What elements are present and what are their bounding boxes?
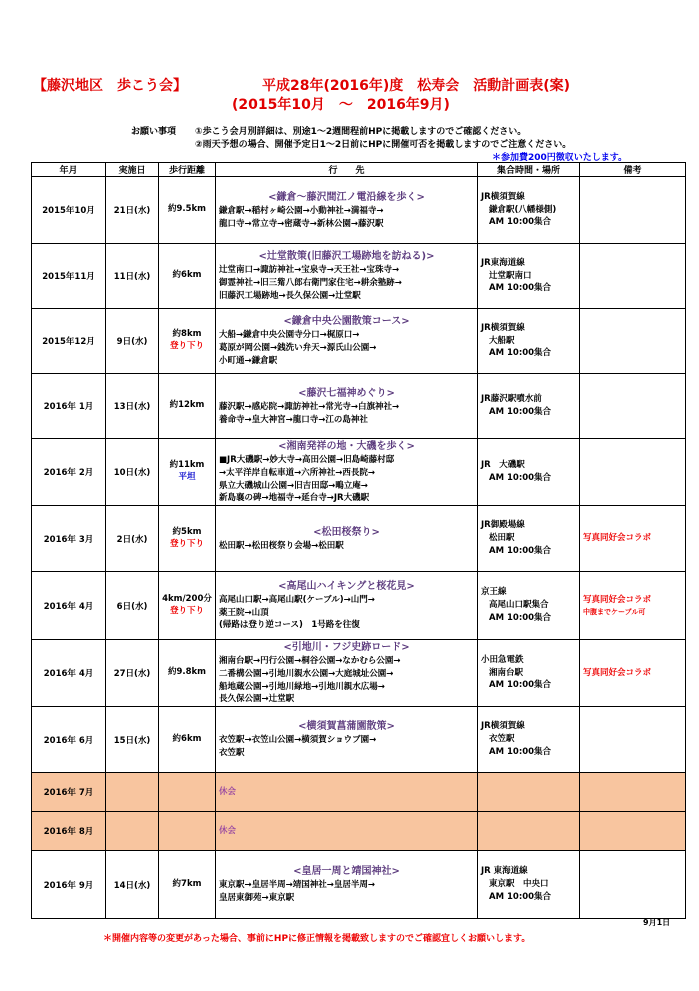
- distance-value: 約9.8km: [167, 667, 207, 678]
- day-cell: 2日(水): [106, 506, 159, 572]
- distance-cell: [159, 640, 216, 707]
- table-row: [32, 506, 686, 572]
- course-title: <皇居一周と靖国神社>: [293, 866, 400, 878]
- route-line: 長久保公園→辻堂駅: [219, 694, 295, 705]
- table-row: [32, 812, 686, 851]
- month-cell: 2016年 1月: [32, 374, 106, 439]
- meeting-line: AM 10:00集合: [489, 891, 552, 902]
- route-line: 東京駅→皇居半周→靖国神社→皇居半周→: [219, 880, 375, 891]
- route-line: 二番構公園→引地川親水公園→大庭城址公園→: [219, 668, 394, 679]
- distance-value: 約7km: [172, 878, 202, 889]
- route-line: 辻堂南口→諏訪神社→宝泉寺→天王社→宝珠寺→: [219, 265, 400, 276]
- month-cell: 2016年 2月: [32, 439, 106, 506]
- distance-note: 登り下り: [169, 341, 204, 351]
- course-title: <横須賀菖蒲園散策>: [298, 721, 395, 733]
- route-line: 松田駅→松田桜祭り会場→松田駅: [219, 540, 344, 551]
- day-cell: [106, 812, 159, 851]
- distance-note: 平坦: [178, 472, 196, 482]
- destination-cell: [216, 851, 478, 919]
- table-row: [32, 439, 686, 506]
- month-cell: 2016年 9月: [32, 851, 106, 919]
- notice-label: お願い事項: [131, 127, 177, 137]
- day-cell: 27日(水): [106, 640, 159, 707]
- destination-cell: [216, 244, 478, 309]
- distance-value: 約8km: [172, 329, 202, 340]
- remarks-cell: [580, 851, 686, 919]
- remarks-cell: [580, 374, 686, 439]
- meeting-line: AM 10:00集合: [489, 680, 552, 691]
- table-header-row: [32, 163, 686, 177]
- meeting-line: 大船駅: [489, 335, 515, 346]
- route-line: 養命寺→皇大神宮→龍口寺→江の島神社: [219, 414, 368, 425]
- distance-cell: [159, 572, 216, 640]
- route-line: 小町通→鎌倉駅: [219, 355, 278, 366]
- distance-cell: [159, 851, 216, 919]
- date-stamp: 9月1日: [643, 918, 671, 927]
- meeting-line: JR御殿場線: [481, 520, 525, 531]
- route-line: 船地蔵公園→引地川緑地→引地川親水広場→: [219, 681, 385, 692]
- meeting-line: AM 10:00集合: [489, 612, 552, 623]
- destination-cell: [216, 572, 478, 640]
- column-header-meeting: 集合時間・場所: [478, 163, 580, 177]
- remarks-cell: [580, 309, 686, 374]
- meeting-line: 小田急電鉄: [481, 654, 524, 665]
- remarks-cell: [580, 439, 686, 506]
- route-line: ■JR大磯駅→妙大寺→高田公園→旧島崎藤村邸: [219, 455, 395, 465]
- distance-value: 約12km: [169, 400, 205, 411]
- meeting-line: 松田駅: [489, 533, 515, 544]
- meeting-line: AM 10:00集合: [489, 283, 552, 294]
- remark-line: 写真同好会コラボ: [583, 667, 652, 678]
- remarks-cell: [580, 640, 686, 707]
- destination-cell: [216, 506, 478, 572]
- rest-label: 休会: [219, 786, 237, 797]
- distance-value: 4km/200分: [162, 593, 212, 604]
- column-header-destination: 行 先: [216, 163, 478, 177]
- distance-cell: [159, 773, 216, 812]
- distance-cell: [159, 812, 216, 851]
- meeting-cell: [478, 309, 580, 374]
- rest-label: 休会: [219, 825, 237, 836]
- table-row: [32, 851, 686, 919]
- route-line: 御霊神社→旧三觜八郎右衛門家住宅→耕余塾跡→: [219, 278, 402, 289]
- meeting-line: 衣笠駅: [489, 734, 515, 745]
- destination-cell: [216, 439, 478, 506]
- course-title: <湘南発祥の地・大磯を歩く>: [278, 441, 415, 452]
- meeting-line: AM 10:00集合: [489, 746, 552, 757]
- meeting-line: AM 10:00集合: [489, 348, 552, 359]
- footer-note: ＊開催内容等の変更があった場合、事前にHPに修正情報を掲載致しますのでご確認宜しくお願いします。: [103, 934, 531, 944]
- remarks-cell: [580, 812, 686, 851]
- distance-cell: [159, 506, 216, 572]
- route-line: 葛原が岡公園→銭洗い弁天→源氏山公園→: [219, 343, 377, 354]
- course-title: <松田桜祭り>: [313, 526, 380, 538]
- day-cell: 9日(水): [106, 309, 159, 374]
- distance-value: 約5km: [172, 526, 202, 537]
- route-line: 皇居東御苑→東京駅: [219, 893, 295, 903]
- table-row: [32, 773, 686, 812]
- distance-cell: [159, 309, 216, 374]
- month-cell: 2016年 6月: [32, 707, 106, 773]
- remarks-cell: [580, 244, 686, 309]
- column-header-month: 年月: [32, 163, 106, 177]
- course-title: <藤沢七福神めぐり>: [298, 387, 395, 399]
- column-header-day: 実施日: [106, 163, 159, 177]
- meeting-line: AM 10:00集合: [489, 217, 552, 228]
- meeting-cell: [478, 812, 580, 851]
- month-cell: 2016年 4月: [32, 572, 106, 640]
- column-header-remarks: 備考: [580, 163, 686, 177]
- route-line: 旧藤沢工場跡地→長久保公園→辻堂駅: [219, 290, 361, 301]
- distance-note: 登り下り: [169, 538, 204, 549]
- meeting-line: AM 10:00集合: [489, 473, 552, 483]
- course-title: <辻堂散策(旧藤沢工場跡地を訪ねる)>: [258, 251, 435, 263]
- notice-line-1: ①歩こう会月別詳細は、別途1～2週間程前HPに掲載しますのでご確認ください。: [195, 127, 527, 137]
- meeting-line: JR横須賀線: [481, 191, 525, 202]
- route-line: 藤沢駅→感応院→諏訪神社→常光寺→白旗神社→: [219, 401, 400, 412]
- meeting-line: JR横須賀線: [481, 322, 525, 333]
- route-line: 高尾山口駅→高尾山駅(ケーブル)→山門→: [219, 594, 375, 605]
- fee-note: ＊参加費200円徴収いたします。: [492, 153, 628, 163]
- table-row: [32, 244, 686, 309]
- activity-schedule-table: [31, 162, 686, 919]
- meeting-line: 京王線: [481, 587, 507, 598]
- table-row: [32, 707, 686, 773]
- page-title: 平成28年(2016年)度 松寿会 活動計画表(案): [262, 78, 571, 94]
- meeting-cell: [478, 572, 580, 640]
- distance-value: 約11km: [169, 460, 205, 471]
- route-line: 県立大磯城山公園→旧吉田邸→鴫立庵→: [219, 480, 368, 491]
- meeting-cell: [478, 177, 580, 244]
- meeting-line: JR東海道線: [481, 257, 525, 268]
- meeting-line: JR 大磯駅: [481, 460, 525, 471]
- meeting-line: 辻堂駅南口: [489, 270, 532, 281]
- course-title: <鎌倉～藤沢間江ノ電沿線を歩く>: [268, 191, 425, 203]
- month-cell: 2015年10月: [32, 177, 106, 244]
- destination-cell: [216, 177, 478, 244]
- day-cell: 21日(水): [106, 177, 159, 244]
- month-cell: 2015年11月: [32, 244, 106, 309]
- destination-cell: [216, 773, 478, 812]
- distance-value: 約6km: [172, 270, 202, 281]
- day-cell: 10日(水): [106, 439, 159, 506]
- meeting-cell: [478, 374, 580, 439]
- route-line: 湘南台駅→円行公園→桐谷公園→なかむら公園→: [219, 656, 401, 666]
- route-line: 衣笠駅→衣笠山公園→横須賀ショウブ園→: [219, 735, 377, 746]
- meeting-line: JR横須賀線: [481, 721, 525, 732]
- month-cell: 2016年 4月: [32, 640, 106, 707]
- meeting-line: AM 10:00集合: [489, 407, 552, 417]
- remark-line: 写真同好会コラボ: [583, 594, 652, 605]
- meeting-cell: [478, 506, 580, 572]
- meeting-line: JR藤沢駅噴水前: [481, 394, 542, 405]
- remarks-cell: [580, 773, 686, 812]
- route-line: 新島襄の碑→地福寺→延台寺→JR大磯駅: [219, 493, 370, 504]
- period-subtitle: (2015年10月 ～ 2016年9月): [232, 97, 450, 113]
- month-cell: 2016年 3月: [32, 506, 106, 572]
- route-line: 衣笠駅: [219, 748, 245, 758]
- distance-note: 登り下り: [169, 605, 204, 616]
- table-row: [32, 309, 686, 374]
- meeting-line: 東京駅 中央口: [489, 879, 549, 890]
- course-title: <高尾山ハイキングと桜花見>: [278, 580, 415, 592]
- day-cell: 6日(水): [106, 572, 159, 640]
- day-cell: 14日(水): [106, 851, 159, 919]
- destination-cell: [216, 374, 478, 439]
- route-line: (帰路は登り逆コース) 1号路を往復: [219, 620, 360, 631]
- month-cell: 2016年 8月: [32, 812, 106, 851]
- distance-value: 約9.5km: [167, 204, 207, 215]
- distance-cell: [159, 177, 216, 244]
- table-row: [32, 374, 686, 439]
- meeting-cell: [478, 851, 580, 919]
- remarks-cell: [580, 707, 686, 773]
- remarks-cell: [580, 177, 686, 244]
- meeting-cell: [478, 244, 580, 309]
- destination-cell: [216, 309, 478, 374]
- meeting-cell: [478, 640, 580, 707]
- day-cell: 13日(水): [106, 374, 159, 439]
- distance-cell: [159, 244, 216, 309]
- remark-line: 中腹までケーブル可: [583, 607, 646, 616]
- distance-value: 約6km: [172, 733, 202, 744]
- month-cell: 2015年12月: [32, 309, 106, 374]
- meeting-line: 鎌倉駅(八幡様側): [489, 204, 557, 215]
- header-left-title: 【藤沢地区 歩こう会】: [33, 78, 187, 94]
- course-title: <鎌倉中央公園散策コース>: [283, 316, 410, 328]
- table-row: [32, 177, 686, 244]
- destination-cell: [216, 640, 478, 707]
- month-cell: 2016年 7月: [32, 773, 106, 812]
- day-cell: 15日(水): [106, 707, 159, 773]
- meeting-line: 湘南台駅: [489, 667, 524, 678]
- course-title: <引地川・フジ史跡ロード>: [283, 642, 410, 653]
- route-line: 大船→鎌倉中央公園寺分口→梶原口→: [219, 330, 360, 341]
- destination-cell: [216, 707, 478, 773]
- meeting-line: JR 東海道線: [481, 866, 528, 877]
- distance-cell: [159, 439, 216, 506]
- route-line: 龍口寺→常立寺→密蔵寺→新林公園→藤沢駅: [219, 218, 384, 229]
- distance-cell: [159, 374, 216, 439]
- remarks-cell: [580, 506, 686, 572]
- day-cell: 11日(水): [106, 244, 159, 309]
- remark-line: 写真同好会コラボ: [583, 533, 652, 544]
- destination-cell: [216, 812, 478, 851]
- route-line: 鎌倉駅→稲村ヶ崎公園→小動神社→満福寺→: [219, 205, 384, 216]
- distance-cell: [159, 707, 216, 773]
- table-row: [32, 572, 686, 640]
- meeting-line: AM 10:00集合: [489, 545, 552, 556]
- meeting-line: 高尾山口駅集合: [489, 600, 549, 611]
- day-cell: [106, 773, 159, 812]
- notice-line-2: ②雨天予想の場合、開催予定日1～2日前にHPに開催可否を掲載しますのでご注意ください。: [195, 140, 572, 150]
- meeting-cell: [478, 707, 580, 773]
- table-row: [32, 640, 686, 707]
- route-line: 薬王院→山頂: [219, 607, 269, 618]
- remarks-cell: [580, 572, 686, 640]
- meeting-cell: [478, 773, 580, 812]
- meeting-cell: [478, 439, 580, 506]
- route-line: →太平洋岸自転車道→六所神社→西長院→: [219, 467, 375, 478]
- column-header-distance: 歩行距離: [159, 163, 216, 177]
